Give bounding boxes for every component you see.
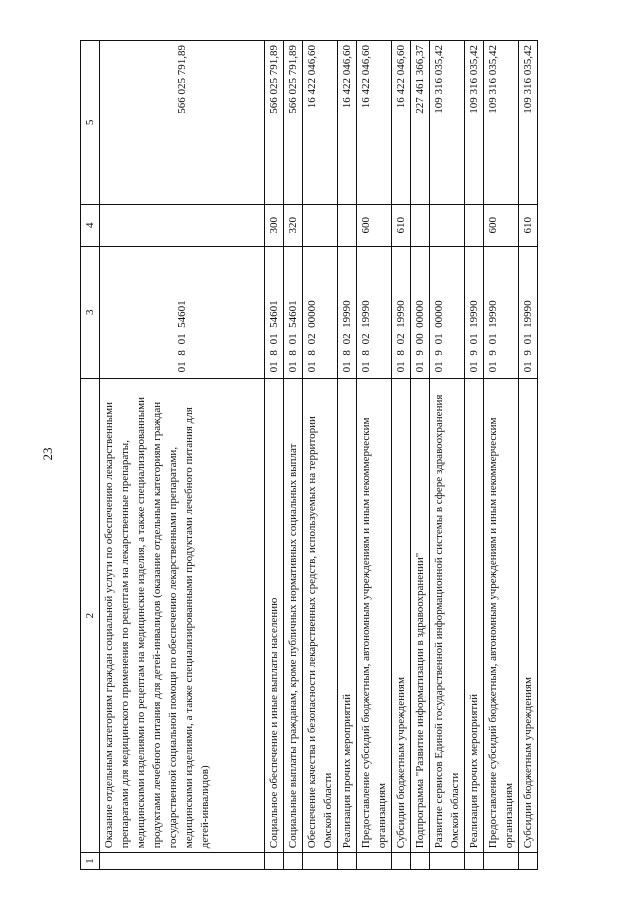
expense-type-cell [411,204,430,246]
row-index-cell [411,853,430,870]
amount-cell: 566 025 791,89 [265,41,284,205]
code-segment: 00000 [414,300,426,328]
table-row [303,41,338,870]
row-index-cell [430,853,465,870]
column-header: 1 [81,853,100,870]
amount-cell: 109 316 035,42 [430,41,465,205]
item-name-cell: Предоставление субсидий бюджетным, автономным учреждениям и иным некоммерческим организациям [484,378,519,852]
code-segment: 01 [487,333,499,345]
item-name-cell: Оказание отдельным категориям граждан социальной услуги по обеспечению лекарственными препаратами для медицинского применения по рецептам на лекарственные препараты, медицинскими изделиями по рецептам на медицинские изделия, а также специализированными продуктами лечебного питания для детей-инвалидов (оказание отдельным категориям граждан государственной социальной помощи по обеспечению лекарственными препаратами, медицинскими изделиями, а также специализированными продуктами лечебного питания для детей-инвалидов) [100,378,265,852]
header-row [81,41,100,870]
item-name-cell: Реализация прочих мероприятий [465,378,484,852]
amount-cell: 16 422 046,60 [338,41,357,205]
item-name-cell: Социальные выплаты гражданам, кроме публичных нормативных социальных выплат [284,378,303,852]
row-index-cell [284,853,303,870]
row-index-cell [465,853,484,870]
code-segment: 02 [360,333,372,345]
row-index-cell [338,853,357,870]
code-segment: 8 [176,350,188,356]
code-segment: 01 [522,361,534,373]
table-row [100,41,265,870]
code-segment: 00000 [306,300,318,328]
expense-type-cell [465,204,484,246]
code-segment: 9 [433,350,445,356]
expense-type-cell [303,204,338,246]
code-segment: 8 [395,350,407,356]
page-number: 23 [40,447,55,461]
classification-code-cell [465,246,484,378]
classification-code-cell [265,246,284,378]
code-segment: 01 [395,361,407,373]
code-segment: 19990 [395,300,407,328]
code-segment: 01 [341,361,353,373]
expense-type-cell: 600 [357,204,392,246]
code-segment: 8 [306,350,318,356]
expense-type-cell: 610 [519,204,538,246]
code-segment: 01 [468,333,480,345]
code-segment: 9 [414,350,426,356]
amount-cell: 227 461 366,37 [411,41,430,205]
amount-cell: 16 422 046,60 [357,41,392,205]
code-segment: 54601 [268,300,280,328]
item-name-cell: Реализация прочих мероприятий [338,378,357,852]
expense-type-cell: 600 [484,204,519,246]
row-index-cell [392,853,411,870]
code-segment: 02 [341,333,353,345]
sheet-content [80,40,600,870]
expense-type-cell: 320 [284,204,303,246]
classification-code-cell [411,246,430,378]
expense-type-cell [100,204,265,246]
code-segment: 01 [176,361,188,373]
table-row [265,41,284,870]
code-segment: 00 [414,333,426,345]
code-segment: 01 [287,333,299,345]
expense-type-cell [430,204,465,246]
row-index-cell [303,853,338,870]
row-index-cell [100,853,265,870]
item-name-cell: Предоставление субсидий бюджетным, автономным учреждениям и иным некоммерческим организациям [357,378,392,852]
code-segment: 01 [268,361,280,373]
item-name-cell: Субсидии бюджетным учреждениям [519,378,538,852]
table-row [430,41,465,870]
classification-code-cell [357,246,392,378]
code-segment: 8 [268,350,280,356]
amount-cell: 566 025 791,89 [100,41,265,205]
code-segment: 01 [306,361,318,373]
code-segment: 02 [306,333,318,345]
amount-cell: 16 422 046,60 [392,41,411,205]
table-row [284,41,303,870]
row-index-cell [484,853,519,870]
classification-code-cell [430,246,465,378]
classification-code-cell [392,246,411,378]
code-segment: 19990 [341,300,353,328]
code-segment: 19990 [522,300,534,328]
budget-table [80,40,538,870]
classification-code-cell [338,246,357,378]
code-segment: 01 [433,361,445,373]
table-row [357,41,392,870]
table-row [392,41,411,870]
classification-code-cell [484,246,519,378]
expense-type-cell [338,204,357,246]
code-segment: 9 [487,350,499,356]
table-row [465,41,484,870]
item-name-cell: Социальное обеспечение и иные выплаты населению [265,378,284,852]
code-segment: 01 [468,361,480,373]
rotated-sheet [80,40,600,870]
code-segment: 01 [433,333,445,345]
table-row [519,41,538,870]
code-segment: 19990 [468,300,480,328]
code-segment: 19990 [487,300,499,328]
code-segment: 9 [468,350,480,356]
code-segment: 01 [268,333,280,345]
column-header: 2 [81,378,100,852]
expense-type-cell: 610 [392,204,411,246]
amount-cell: 109 316 035,42 [484,41,519,205]
code-segment: 01 [414,361,426,373]
code-segment: 19990 [360,300,372,328]
code-segment: 01 [176,333,188,345]
row-index-cell [265,853,284,870]
classification-code-cell [100,246,265,378]
amount-cell: 109 316 035,42 [519,41,538,205]
column-header: 3 [81,246,100,378]
code-segment: 01 [287,361,299,373]
code-segment: 8 [287,350,299,356]
item-name-cell: Субсидии бюджетным учреждениям [392,378,411,852]
item-name-cell: Подпрограмма "Развитие информатизации в здравоохранении" [411,378,430,852]
amount-cell: 16 422 046,60 [303,41,338,205]
classification-code-cell [284,246,303,378]
row-index-cell [519,853,538,870]
code-segment: 54601 [287,300,299,328]
code-segment: 01 [360,361,372,373]
code-segment: 8 [360,350,372,356]
code-segment: 8 [341,350,353,356]
amount-cell: 109 316 035,42 [465,41,484,205]
row-index-cell [357,853,392,870]
table-row [338,41,357,870]
amount-cell: 566 025 791,89 [284,41,303,205]
code-segment: 9 [522,350,534,356]
table-row [484,41,519,870]
table-row [411,41,430,870]
expense-type-cell: 300 [265,204,284,246]
code-segment: 01 [487,361,499,373]
code-segment: 54601 [176,300,188,328]
classification-code-cell [303,246,338,378]
code-segment: 02 [395,333,407,345]
item-name-cell: Обеспечение качества и безопасности лекарственных средств, используемых на территории Омской области [303,378,338,852]
code-segment: 00000 [433,300,445,328]
column-header: 5 [81,41,100,205]
classification-code-cell [519,246,538,378]
code-segment: 01 [522,333,534,345]
column-header: 4 [81,204,100,246]
item-name-cell: Развитие сервисов Единой государственной информационной системы в сфере здравоохранения Омской области [430,378,465,852]
